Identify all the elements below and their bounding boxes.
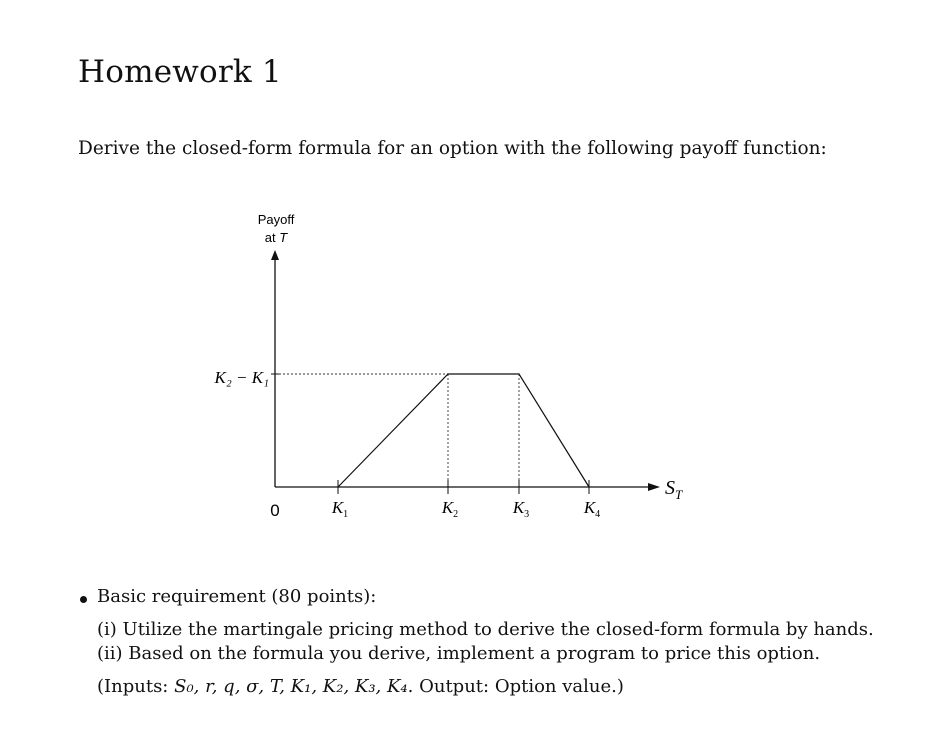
inputs-line: (Inputs: S₀, r, q, σ, T, K₁, K₂, K₃, K₄. Output: Option value.)	[97, 676, 624, 697]
payoff-diagram	[180, 200, 720, 540]
k2-label: $K_2$	[441, 498, 459, 520]
y-axis-label-line2: at T	[264, 230, 288, 245]
x-axis-arrowhead	[648, 483, 660, 491]
payoff-line	[338, 374, 589, 487]
inputs-variables: S₀, r, q, σ, T, K₁, K₂, K₃, K₄	[174, 676, 408, 697]
y-axis-label-line1: Payoff	[257, 212, 295, 227]
level-label: K₂ − K₁	[214, 368, 269, 387]
k4-label: $K_4$	[583, 498, 601, 520]
y-axis-arrowhead	[271, 250, 279, 260]
page-title: Homework 1	[78, 54, 282, 90]
requirement-heading: Basic requirement (80 points):	[97, 586, 377, 607]
x-axis-label: $S_T$	[665, 477, 683, 502]
requirement-item-2: (ii) Based on the formula you derive, implement a program to price this option.	[97, 643, 821, 664]
origin-label: 0	[270, 501, 280, 520]
intro-text: Derive the closed-form formula for an option with the following payoff function:	[78, 138, 827, 159]
requirement-item-1: (i) Utilize the martingale pricing method to derive the closed-form formula by hands.	[97, 619, 874, 640]
k3-label: $K_3$	[512, 498, 530, 520]
k1-label: $K_1$	[331, 498, 349, 520]
bullet-icon	[80, 596, 87, 603]
